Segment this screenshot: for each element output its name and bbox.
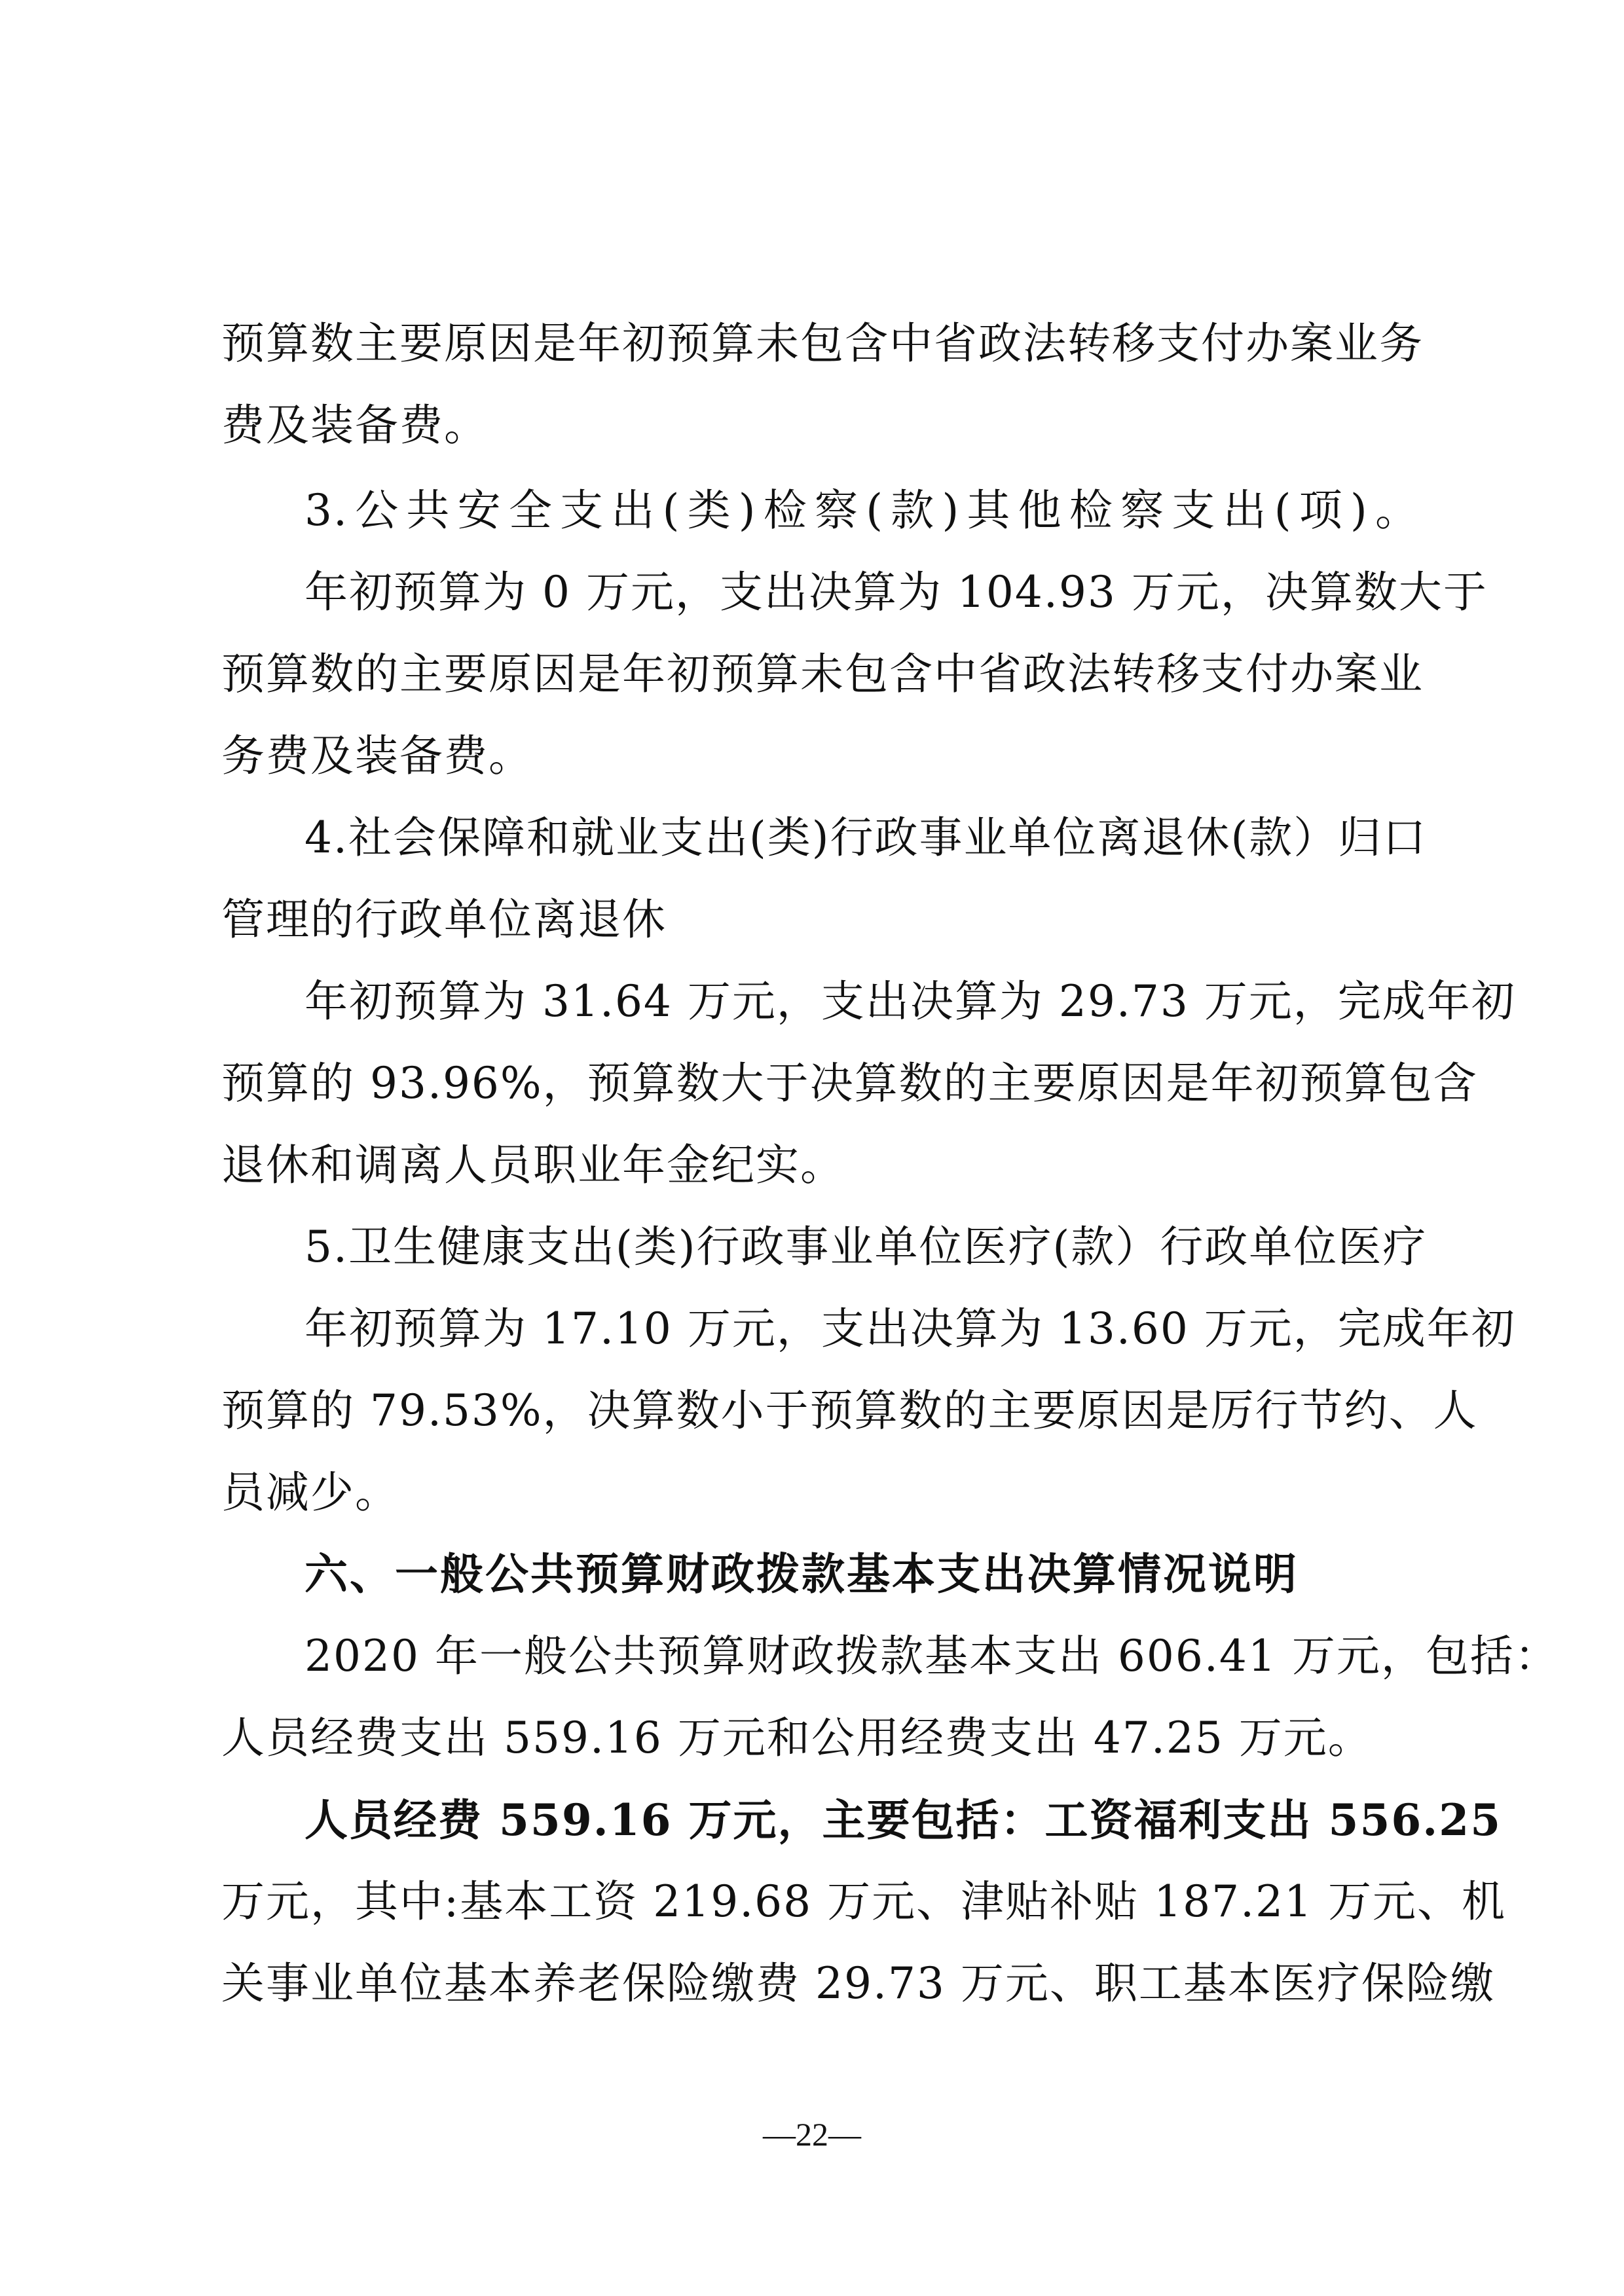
- paragraph-line: 年初预算为 0 万元，支出决算为 104.93 万元，决算数大于: [304, 567, 1488, 617]
- paragraph-line: 务费及装备费。: [221, 731, 533, 781]
- paragraph-line: 年初预算为 31.64 万元，支出决算为 29.73 万元，完成年初: [304, 976, 1516, 1027]
- paragraph-line: 关事业单位基本养老保险缴费 29.73 万元、职工基本医疗保险缴: [221, 1958, 1495, 2009]
- paragraph-line: 万元，其中:基本工资 219.68 万元、津贴补贴 187.21 万元、机: [221, 1876, 1507, 1927]
- paragraph-line: 2020 年一般公共预算财政拨款基本支出 606.41 万元，包括：: [304, 1631, 1559, 1681]
- page-number: —22—: [763, 2116, 861, 2153]
- paragraph-line: 预算数主要原因是年初预算未包含中省政法转移支付办案业务: [221, 318, 1424, 369]
- paragraph-line: 年初预算为 17.10 万元，支出决算为 13.60 万元，完成年初: [304, 1303, 1516, 1354]
- section-heading: 管理的行政单位离退休: [221, 894, 667, 945]
- paragraph-line: 预算的 79.53%，决算数小于预算数的主要原因是厉行节约、人: [221, 1385, 1478, 1436]
- section-heading: 4.社会保障和就业支出(类)行政事业单位离退休(款）归口: [304, 812, 1428, 863]
- chapter-heading: 六、一般公共预算财政拨款基本支出决算情况说明: [304, 1549, 1299, 1599]
- paragraph-line: 预算数的主要原因是年初预算未包含中省政法转移支付办案业: [221, 649, 1424, 699]
- paragraph-line: 费及装备费。: [221, 400, 489, 450]
- section-heading: 5.卫生健康支出(类)行政事业单位医疗(款）行政单位医疗: [304, 1222, 1428, 1272]
- paragraph-line: 预算的 93.96%，预算数大于决算数的主要原因是年初预算包含: [221, 1058, 1478, 1108]
- paragraph-line: 人员经费支出 559.16 万元和公用经费支出 47.25 万元。: [221, 1713, 1373, 1763]
- paragraph-line: 人员经费 559.16 万元，主要包括：工资福利支出 556.25: [304, 1795, 1502, 1846]
- section-heading: 3.公共安全支出(类)检察(款)其他检察支出(项)。: [304, 485, 1420, 536]
- paragraph-line: 退休和调离人员职业年金纪实。: [221, 1140, 845, 1190]
- paragraph-line: 员减少。: [221, 1467, 399, 1518]
